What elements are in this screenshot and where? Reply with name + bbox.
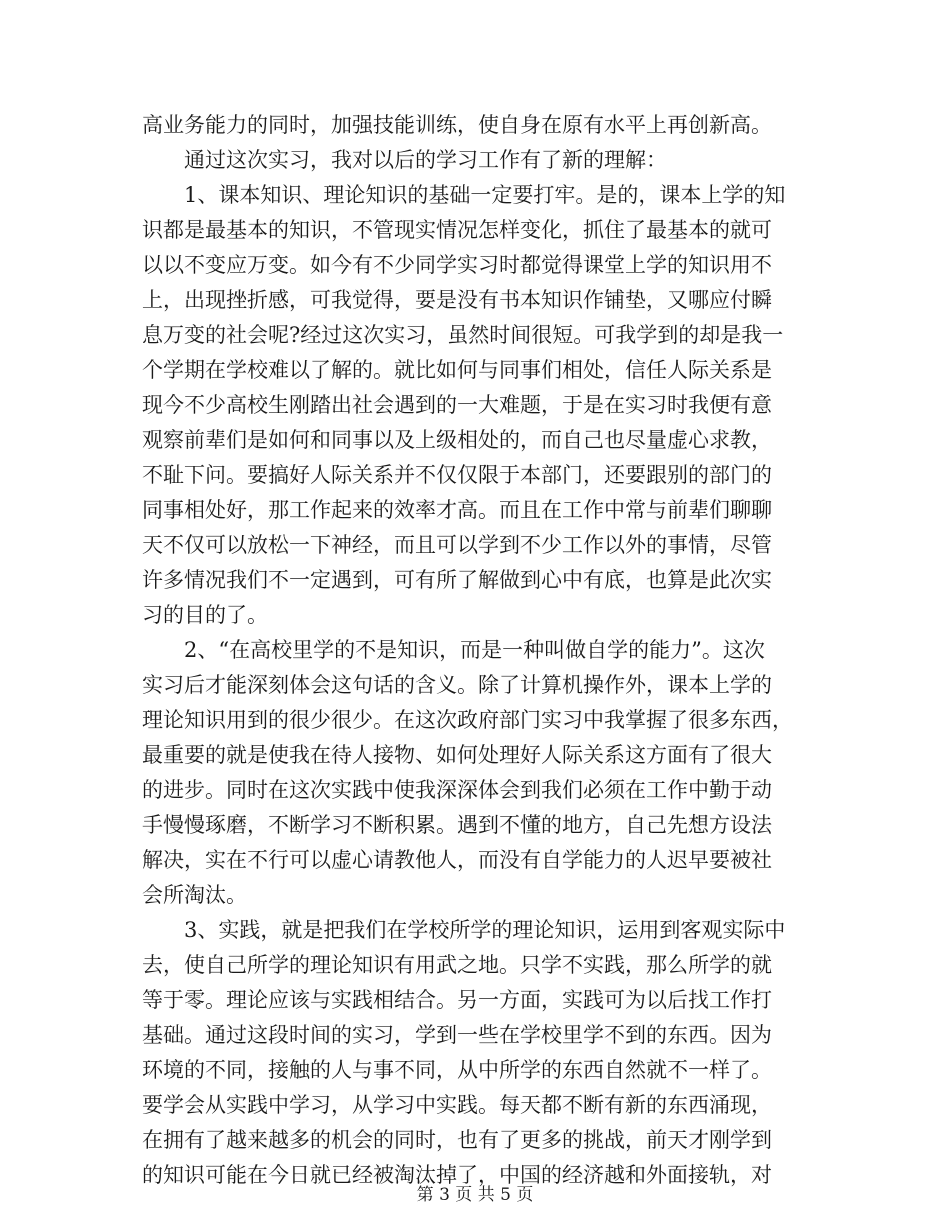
text-line: 通过这次实习，我对以后的学习工作有了新的理解： bbox=[184, 148, 667, 172]
text-line: 不耻下问。要搞好人际关系并不仅仅限于本部门，还要跟别的部门的 bbox=[142, 463, 772, 487]
text-line: 手慢慢琢磨，不断学习不断积累。遇到不懂的地方，自己先想方设法 bbox=[142, 813, 772, 837]
text-line: 天不仅可以放松一下神经，而且可以学到不少工作以外的事情，尽管 bbox=[142, 533, 772, 557]
paragraph-2-heading: 2、“在高校里学的不是知识，而是一种叫做自学的能力”。这次 bbox=[184, 638, 765, 662]
text-line: 个学期在学校难以了解的。就比如何与同事们相处，信任人际关系是 bbox=[142, 358, 772, 382]
text-line: 高业务能力的同时，加强技能训练，使自身在原有水平上再创新高。 bbox=[142, 113, 772, 137]
text-line: 习的目的了。 bbox=[142, 603, 268, 627]
paragraph-3-heading: 3、实践，就是把我们在学校所学的理论知识，运用到客观实际中 bbox=[184, 918, 786, 942]
text-line: 理论知识用到的很少很少。在这次政府部门实习中我掌握了很多东西， bbox=[142, 708, 793, 732]
text-line: 的知识可能在今日就已经被淘汰掉了，中国的经济越和外面接轨，对 bbox=[142, 1163, 772, 1187]
text-line: 最重要的就是使我在待人接物、如何处理好人际关系这方面有了很大 bbox=[142, 743, 772, 767]
text-line: 在拥有了越来越多的机会的同时，也有了更多的挑战，前天才刚学到 bbox=[142, 1128, 772, 1152]
text-line: 解决，实在不行可以虚心请教他人，而没有自学能力的人迟早要被社 bbox=[142, 848, 772, 872]
text-line: 实习后才能深刻体会这句话的含义。除了计算机操作外，课本上学的 bbox=[142, 673, 772, 697]
text-line: 以以不变应万变。如今有不少同学实习时都觉得课堂上学的知识用不 bbox=[142, 253, 772, 277]
text-line: 会所淘汰。 bbox=[142, 883, 247, 907]
page-footer: 第 3 页 共 5 页 bbox=[416, 1185, 534, 1205]
text-line: 要学会从实践中学习，从学习中实践。每天都不断有新的东西涌现， bbox=[142, 1093, 772, 1117]
text-line: 息万变的社会呢?经过这次实习，虽然时间很短。可我学到的却是我一 bbox=[142, 323, 784, 347]
text-line: 的进步。同时在这次实践中使我深深体会到我们必须在工作中勤于动 bbox=[142, 778, 772, 802]
text-line: 等于零。理论应该与实践相结合。另一方面，实践可为以后找工作打 bbox=[142, 988, 772, 1012]
text-line: 识都是最基本的知识，不管现实情况怎样变化，抓住了最基本的就可 bbox=[142, 218, 772, 242]
text-line: 上，出现挫折感，可我觉得，要是没有书本知识作铺垫，又哪应付瞬 bbox=[142, 288, 772, 312]
text-line: 现今不少高校生刚踏出社会遇到的一大难题，于是在实习时我便有意 bbox=[142, 393, 772, 417]
text-line: 许多情况我们不一定遇到，可有所了解做到心中有底，也算是此次实 bbox=[142, 568, 772, 592]
text-line: 同事相处好，那工作起来的效率才高。而且在工作中常与前辈们聊聊 bbox=[142, 498, 772, 522]
text-line: 观察前辈们是如何和同事以及上级相处的，而自己也尽量虚心求教， bbox=[142, 428, 772, 452]
text-line: 基础。通过这段时间的实习，学到一些在学校里学不到的东西。因为 bbox=[142, 1023, 772, 1047]
text-line: 去，使自己所学的理论知识有用武之地。只学不实践，那么所学的就 bbox=[142, 953, 772, 977]
text-line: 环境的不同，接触的人与事不同，从中所学的东西自然就不一样了。 bbox=[142, 1058, 772, 1082]
paragraph-1-heading: 1、课本知识、理论知识的基础一定要打牢。是的，课本上学的知 bbox=[184, 183, 786, 207]
